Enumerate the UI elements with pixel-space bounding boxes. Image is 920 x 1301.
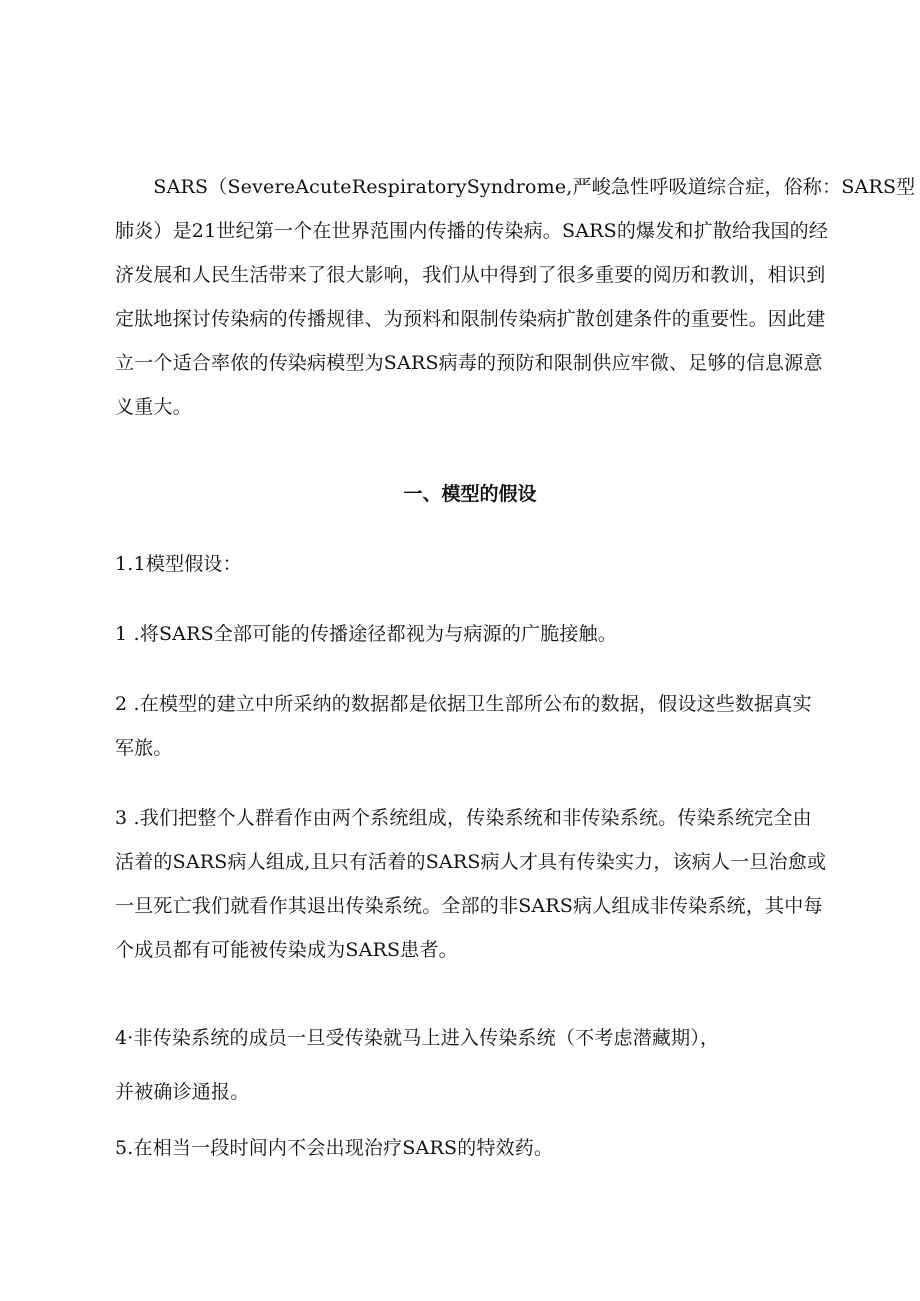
intro-paragraph [115, 165, 915, 429]
text-line: 军旅。 [115, 737, 173, 759]
assumption-item-1 [115, 612, 617, 656]
text-line: 3 .我们把整个人群看作由两个系统组成，传染系统和非传染系统。传染系统完全由 [115, 807, 812, 829]
text-line: 定肽地探讨传染病的传播规律、为预料和限制传染病扩散创建条件的重要性。因此建 [115, 308, 826, 330]
text-line: 义重大。 [115, 396, 192, 418]
text-line: 1 .将SARS全部可能的传播途径都视为与病源的广脆接触。 [115, 623, 618, 645]
assumption-item-3 [115, 796, 826, 972]
text-line: 5.在相当一段时间内不会出现治疗SARS的特效药。 [115, 1137, 554, 1159]
text-line: 济发展和人民生活带来了很大影响，我们从中得到了很多重要的阅历和教训，相识到 [115, 264, 826, 286]
assumption-item-4 [115, 1016, 719, 1114]
assumption-item-5 [115, 1126, 553, 1170]
text-line: 并被确诊通报。 [115, 1081, 250, 1103]
text-line: 2 .在模型的建立中所采纳的数据都是依据卫生部所公布的数据，假设这些数据真实 [115, 693, 812, 715]
text-line: 肺炎）是21世纪第一个在世界范围内传播的传染病。SARS的爆发和扩散给我国的经 [115, 220, 829, 242]
text-line: 4·非传染系统的成员一旦受传染就马上进入传染系统（不考虑潜藏期）， [115, 1027, 720, 1049]
text-line: 个成员都有可能被传染成为SARS患者。 [115, 939, 458, 961]
section-heading: 一、模型的假设 [403, 483, 537, 505]
assumption-item-2 [115, 682, 812, 770]
text-line: 活着的SARS病人组成,且只有活着的SARS病人才具有传染实力，该病人一旦治愈或 [115, 851, 827, 873]
text-line: 立一个适合率侬的传染病模型为SARS病毒的预防和限制供应牢微、足够的信息源意 [115, 352, 823, 374]
text-line: 1.1模型假设： [115, 553, 242, 575]
subsection-heading [115, 542, 242, 586]
text-line: 一旦死亡我们就看作其退出传染系统。全部的非SARS病人组成非传染系统，其中每 [115, 895, 823, 917]
text-line: SARS（SevereAcuteRespiratorySyndrome,严峻急性呼吸道综合症，俗称：SARS型 [115, 176, 916, 198]
